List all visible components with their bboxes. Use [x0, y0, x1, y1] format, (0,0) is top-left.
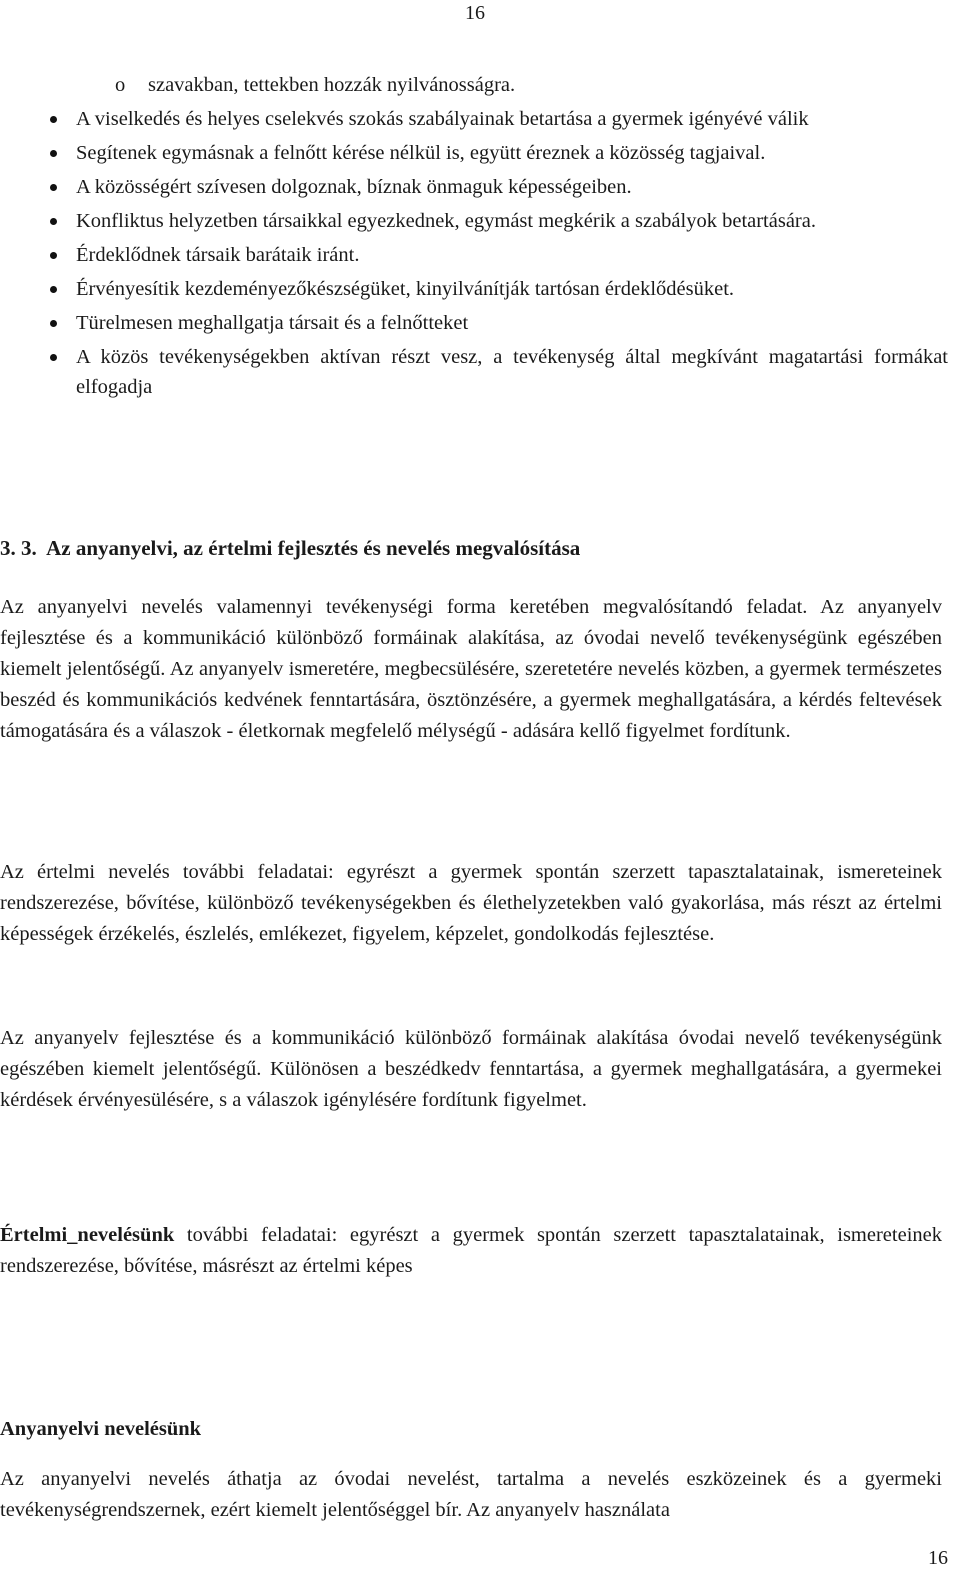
bullet-icon	[50, 150, 57, 157]
paragraph-ertelmi-nevelesunk	[0, 1220, 942, 1282]
bullet-icon	[50, 354, 57, 361]
list-item	[0, 308, 948, 338]
list-item-text: Érdeklődnek társaik barátaik iránt.	[76, 244, 360, 266]
paragraph-anyanyelvi-neveles: Az anyanyelvi nevelés valamennyi tevékenységi forma keretében megvalósítandó feladat. Az anyanyelv fejlesztése és a kommunikáció különböző formáinak alakítása, az óvodai nevelő tevékenységünk egészében kiemelt jelentőségű. Az anyanyelv ismeretére, megbecsülésére, szeretetére nevelés közben, a gyermek természetes beszéd és kommunikációs kedvének fenntartására, ösztönzésére, a gyermek meghallgatására, a kérdés feltevések támogatására és a válaszok - életkornak megfelelő mélységű - adására kellő figyelmet fordítunk.	[0, 596, 942, 742]
list-item-text: Érvényesítik kezdeményezőkészségüket, kinyilvánítják tartósan érdeklődésüket.	[76, 278, 735, 300]
list-marker-o: o	[115, 74, 126, 96]
page-number-bottom: 16	[928, 1547, 948, 1569]
list-item-text: Konfliktus helyzetben társaikkal egyezkednek, egymást megkérik a szabályok betartására.	[76, 210, 816, 232]
paragraph-ertelmi-neveles: Az értelmi nevelés további feladatai: egyrészt a gyermek spontán szerzett tapasztalatainak, ismereteinek rendszerezése, bővítése, különböző tevékenységekben és élethelyzetekben való gyakorlása, más részt az értelmi képességek érzékelés, észlelés, emlékezet, figyelem, képzelet, gondolkodás fejlesztése.	[0, 861, 942, 945]
list-item	[0, 274, 948, 304]
bullet-icon	[50, 286, 57, 293]
paragraph-text: további feladatai: egyrészt a gyermek spontán szerzett tapasztalatainak, ismereteinek rendszerezése, bővítése, másrészt az értelmi képes	[0, 1224, 942, 1277]
list-item	[0, 342, 948, 402]
bullet-icon	[50, 116, 57, 123]
list-item	[0, 206, 948, 236]
bullet-icon	[50, 184, 57, 191]
list-item	[0, 240, 948, 270]
paragraph-anyanyelv-fejlesztese: Az anyanyelv fejlesztése és a kommunikáció különböző formáinak alakítása óvodai nevelő tevékenységünk egészében kiemelt jelentőségű. Különösen a beszédkedv fenntartása, a gyermek meghallgatására, a gyermekei kérdések érvényesülésére, s a válaszok igénylésére fordítunk figyelmet.	[0, 1027, 942, 1111]
bullet-list	[0, 70, 948, 406]
list-item	[0, 104, 948, 134]
bold-term: Értelmi_nevelésünk	[0, 1224, 175, 1246]
list-item-text: Segítenek egymásnak a felnőtt kérése nélkül is, együtt éreznek a közösség tagjaival.	[76, 142, 766, 164]
list-item-text: A viselkedés és helyes cselekvés szokás szabályainak betartása a gyermek igényévé válik	[76, 108, 809, 130]
sub-heading: Anyanyelvi nevelésünk	[0, 1418, 202, 1440]
section-number: 3. 3.	[0, 536, 37, 560]
paragraph-anyanyelvi-nevelesunk: Az anyanyelvi nevelés áthatja az óvodai nevelést, tartalma a nevelés eszközeinek és a gyermeki tevékenységrendszernek, ezért kiemelt jelentőséggel bír. Az anyanyelv használata	[0, 1468, 942, 1521]
bullet-icon	[50, 320, 57, 327]
list-item-text: Türelmesen meghallgatja társait és a felnőtteket	[76, 312, 469, 334]
section-title: Az anyanyelvi, az értelmi fejlesztés és nevelés megvalósítása	[46, 536, 581, 560]
list-item	[0, 172, 948, 202]
list-item	[0, 138, 948, 168]
bullet-icon	[50, 218, 57, 225]
bullet-icon	[50, 252, 57, 259]
section-heading	[0, 536, 580, 561]
list-item-text: A közösségért szívesen dolgoznak, bíznak önmaguk képességeiben.	[76, 176, 632, 198]
list-item-text: szavakban, tettekben hozzák nyilvánosságra.	[148, 74, 516, 96]
page-number-top: 16	[465, 2, 485, 24]
list-item	[0, 70, 948, 100]
list-item-text: A közös tevékenységekben aktívan részt vesz, a tevékenység által megkívánt magatartási formákat elfogadja	[76, 346, 948, 398]
